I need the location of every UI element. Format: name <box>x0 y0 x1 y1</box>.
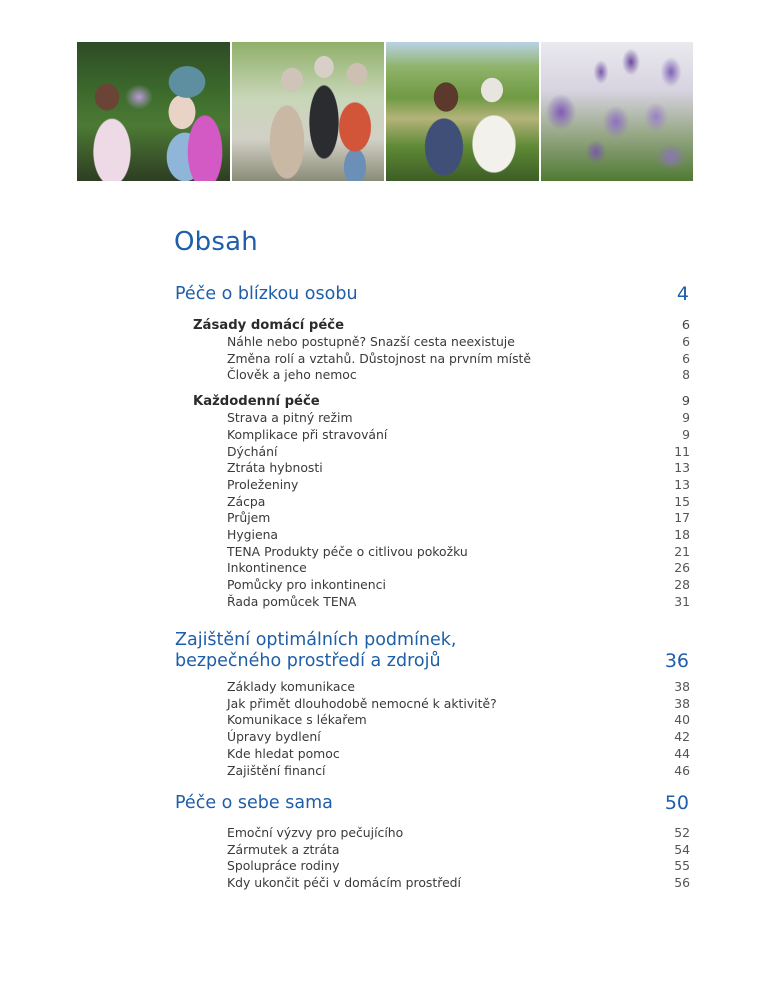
toc-section-heading[interactable] <box>175 630 690 672</box>
toc-section <box>175 793 690 892</box>
item-title: Člověk a jeho nemoc <box>227 367 357 383</box>
toc-item[interactable] <box>175 351 690 368</box>
item-page: 6 <box>682 350 690 366</box>
toc-items <box>175 825 690 892</box>
subsection-title: Zásady domácí péče <box>193 318 345 333</box>
toc-section-heading[interactable] <box>175 284 690 305</box>
section-title: Péče o sebe sama <box>175 793 333 813</box>
section-page: 50 <box>664 792 689 814</box>
toc-item[interactable] <box>175 510 690 527</box>
toc-items <box>175 334 690 384</box>
section-page: 4 <box>676 283 689 305</box>
section-page: 36 <box>664 650 689 672</box>
item-title: TENA Produkty péče o citlivou pokožku <box>227 543 468 559</box>
photo-strip <box>77 42 693 181</box>
item-page: 44 <box>674 745 690 761</box>
toc-item[interactable] <box>175 696 690 713</box>
item-title: Náhle nebo postupně? Snazší cesta neexistuje <box>227 334 515 349</box>
toc-item[interactable] <box>175 367 690 384</box>
item-page: 54 <box>674 841 690 857</box>
toc-item[interactable] <box>175 712 690 729</box>
item-title: Zajištění financí <box>227 762 326 778</box>
item-page: 38 <box>674 679 690 694</box>
photo-seniors-walking-icon <box>232 42 385 181</box>
item-page: 56 <box>674 875 690 891</box>
toc-item[interactable] <box>175 729 690 746</box>
toc-item[interactable] <box>175 334 690 351</box>
toc-item[interactable] <box>175 858 690 875</box>
item-title: Inkontinence <box>227 560 307 576</box>
toc-subsection-heading[interactable] <box>175 317 690 334</box>
toc-item[interactable] <box>175 444 690 461</box>
item-title: Komplikace při stravování <box>227 426 388 442</box>
item-page: 6 <box>682 334 690 349</box>
item-page: 28 <box>674 577 690 593</box>
item-page: 9 <box>682 426 690 442</box>
toc-items <box>175 679 690 779</box>
toc-section-heading[interactable] <box>175 793 690 814</box>
item-page: 42 <box>674 729 690 745</box>
item-title: Zácpa <box>227 493 266 509</box>
item-page: 17 <box>674 510 690 526</box>
item-page: 38 <box>674 695 690 711</box>
toc-item[interactable] <box>175 763 690 780</box>
subsection-page: 9 <box>681 394 690 410</box>
page-title: Obsah <box>174 227 258 257</box>
toc-subsection <box>175 393 690 610</box>
toc-item[interactable] <box>175 427 690 444</box>
item-title: Komunikace s lékařem <box>227 712 367 728</box>
item-title: Spolupráce rodiny <box>227 858 340 874</box>
item-page: 55 <box>674 858 690 874</box>
item-page: 9 <box>682 410 690 426</box>
item-title: Dýchání <box>227 443 278 459</box>
item-title: Změna rolí a vztahů. Důstojnost na prvním místě <box>227 350 532 366</box>
item-title: Ztráta hybnosti <box>227 460 323 476</box>
item-page: 46 <box>674 762 690 778</box>
toc-subsection-heading[interactable] <box>175 393 690 410</box>
item-page: 18 <box>674 527 690 543</box>
item-page: 13 <box>674 476 690 492</box>
photo-lavender-icon <box>541 42 694 181</box>
toc-item[interactable] <box>175 679 690 696</box>
item-page: 21 <box>674 543 690 559</box>
toc-item[interactable] <box>175 460 690 477</box>
toc-item[interactable] <box>175 746 690 763</box>
toc-item[interactable] <box>175 842 690 859</box>
item-title: Pomůcky pro inkontinenci <box>227 577 386 593</box>
toc-item[interactable] <box>175 825 690 842</box>
section-title: Zajištění optimálních podmínek, bezpečného prostředí a zdrojů <box>175 630 457 671</box>
toc-item[interactable] <box>175 577 690 594</box>
item-page: 8 <box>682 367 690 383</box>
item-title: Kde hledat pomoc <box>227 745 340 761</box>
toc-item[interactable] <box>175 527 690 544</box>
item-page: 52 <box>674 825 690 840</box>
toc-item[interactable] <box>175 410 690 427</box>
item-title: Strava a pitný režim <box>227 410 353 426</box>
item-title: Zármutek a ztráta <box>227 841 340 857</box>
toc-item[interactable] <box>175 560 690 577</box>
toc-item[interactable] <box>175 544 690 561</box>
section-title: Péče o blízkou osobu <box>175 284 358 304</box>
item-page: 40 <box>674 712 690 728</box>
item-title: Kdy ukončit péči v domácím prostředí <box>227 875 461 891</box>
toc-item[interactable] <box>175 494 690 511</box>
subsection-page: 6 <box>681 318 690 333</box>
item-title: Proleženiny <box>227 476 299 492</box>
item-page: 11 <box>674 443 690 459</box>
photo-girl-and-grandmother-icon <box>77 42 230 181</box>
item-page: 26 <box>674 560 690 576</box>
item-title: Jak přimět dlouhodobě nemocné k aktivitě? <box>227 695 497 711</box>
item-title: Průjem <box>227 510 271 526</box>
toc-section <box>175 284 690 611</box>
toc-item[interactable] <box>175 477 690 494</box>
item-title: Základy komunikace <box>227 679 355 694</box>
photo-women-in-meadow-icon <box>386 42 539 181</box>
item-page: 15 <box>674 493 690 509</box>
toc-item[interactable] <box>175 875 690 892</box>
toc-subsection <box>175 317 690 384</box>
item-page: 31 <box>674 593 690 609</box>
item-title: Řada pomůcek TENA <box>227 593 357 609</box>
toc-item[interactable] <box>175 594 690 611</box>
subsection-title: Každodenní péče <box>193 394 320 410</box>
item-title: Hygiena <box>227 527 279 543</box>
toc-items <box>175 410 690 610</box>
item-title: Emoční výzvy pro pečujícího <box>227 825 404 840</box>
item-page: 13 <box>674 460 690 476</box>
toc-section <box>175 630 690 779</box>
item-title: Úpravy bydlení <box>227 729 321 745</box>
